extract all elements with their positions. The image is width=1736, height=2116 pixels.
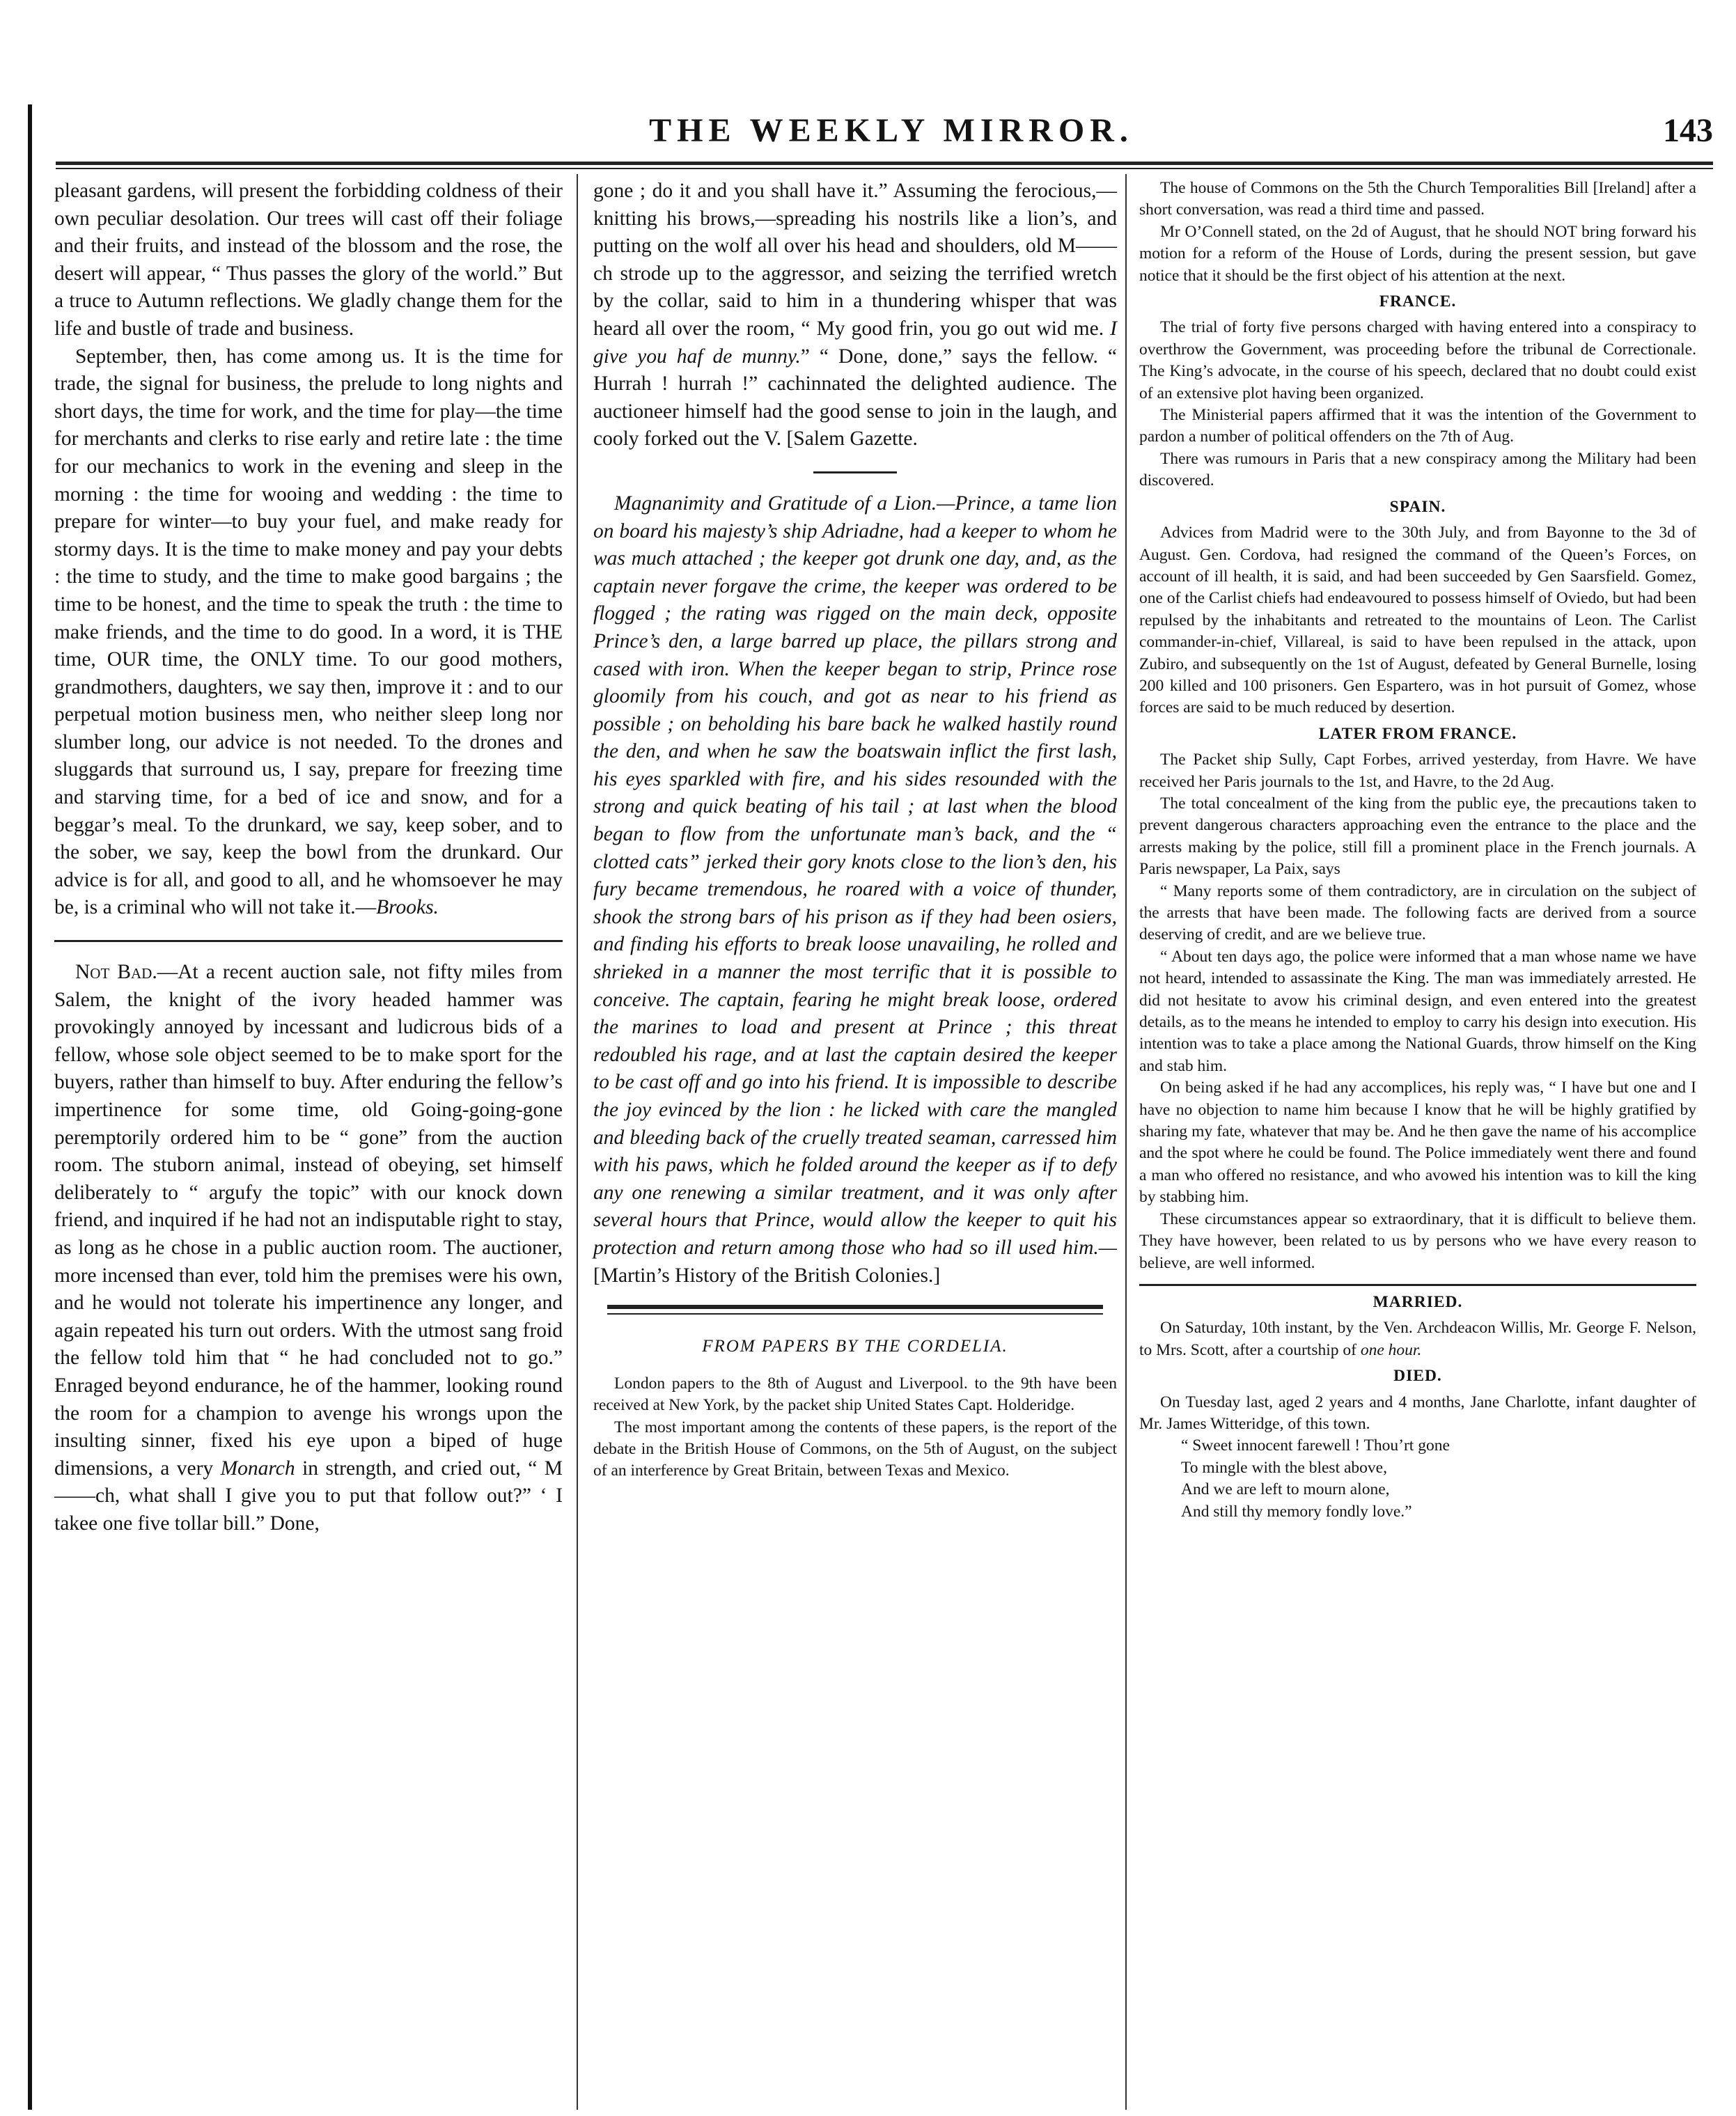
column-3 (1139, 178, 1696, 1523)
article-separator (54, 940, 563, 942)
article-paragraph: These circumstances appear so extraordinary, that it is difficult to believe them. They have however, been related to us by persons who we have every reason to believe, are well informed. (1139, 1209, 1696, 1272)
column-1 (54, 178, 563, 1538)
article-paragraph: On being asked if he had any accomplices, his reply was, “ I have but one and I have no objection to name him because I know that he will be highly gratified by sharing my fate, whatever that may be. And he then gave the name of his accomplice and the spot where he could be found. The Police immediately went there and found a man who offered no resistance, and who avowed his intention was to kill the king by stabbing him. (1139, 1079, 1696, 1207)
article-paragraph: Advices from Madrid were to the 30th July, and from Bayonne to the 3d of August. Gen. Cordova, had resigned the command of the Queen’s Forces, on account of ill health, it is said, and had been succeeded by Gen Saarsfield. Gomez, one of the Carlist chiefs had endeavoured to possess himself of Oviedo, but had been repulsed by the inhabitants and retreated to the mountains of Leon. The Carlist commander-in-chief, Villareal, is said to have been repulsed in the attack, upon Zubiro, and subsequently on the 1st of August, defeated by General Burnelle, losing 200 killed and 100 prisoners. Gen Espartero, was in hot pursuit of Gomez, whose forces are said to be much reduced by desertion. (1139, 524, 1696, 717)
article-paragraph (1139, 1317, 1696, 1361)
header-rule (56, 162, 1713, 165)
header-rule-thin (56, 168, 1713, 169)
article-paragraph: The Ministerial papers affirmed that it was the intention of the Government to pardon a number of political offenders on the 7th of Aug. (1139, 406, 1696, 446)
article-separator (1139, 1284, 1696, 1286)
page-number: 143 (1663, 112, 1713, 149)
verse-line: To mingle with the blest above, (1181, 1458, 1387, 1477)
article-text: ” “ Done, done,” says the fellow. “ Hurrah ! hurrah !” cachinnated the delighted audience. The auctioneer himself had the good sense to join in the laugh, and cooly forked out the V. [Salem Gazette. (593, 345, 1118, 450)
article-paragraph (593, 490, 1117, 1290)
article-source: [Martin’s History of the British Colonies.] (593, 1264, 941, 1287)
verse-line: And still thy memory fondly love.” (1181, 1502, 1412, 1521)
article-text: Magnanimity and Gratitude of a Lion.—Prince, a tame lion on board his majesty’s ship Adriadne, had a keeper to whom he was much attached ; the keeper got drunk one day, and, as the captain never forgave the crime, the keeper was ordered to be flogged ; the rating was rigged on the main deck, opposite Prince’s den, a large barred up place, the pillars strong and cased with iron. When the keeper began to strip, Prince rose gloomily from his couch, and got as near to his friend as possible ; on beholding his bare back he walked hastily round the den, and when he saw the boatswain inflict the first lash, his eyes sparkled with fire, and his sides resounded with the strong and quick beating of his tail ; at last when the blood began to flow from the unfortunate man’s back, and the “ clotted cats” jerked their gory knots close to the lion’s den, his fury became tremendous, he roared with a voice of thunder, shook the strong bars of his prison as if they had been osiers, and finding his efforts to break loose unavailing, he rolled and shrieked in a manner the most terrific that it is possible to conceive. The captain, fearing he might break loose, ordered the marines to load and present at Prince ; this threat redoubled his rage, and at last the captain desired the keeper to be cast off and go into his friend. It is impossible to describe the joy evinced by the lion : he licked with care the mangled and bleeding back of the cruelly treated seaman, carressed him with his paws, which he folded around the keeper as if to defy any one renewing a similar treatment, and it was only after several hours that Prince, would allow the keeper to quit his protection and return among those who had so ill used him.— (593, 492, 1117, 1259)
section-heading: FROM PAPERS BY THE CORDELIA. (702, 1337, 1008, 1356)
article-text: in strength, and cried out, “ M——ch, what shall I give you to put that follow out?” ‘ I takee one five tollar bill.” Done, (54, 1457, 563, 1535)
article-separator (813, 471, 897, 473)
section-heading: DIED. (1393, 1367, 1442, 1386)
page-edge-rule (28, 104, 32, 2110)
article-paragraph: “ About ten days ago, the police were informed that a man whose name we have not heard, intended to assassinate the King. The man was immediately arrested. He did not hesitate to avow his criminal design, and even entered into the greatest details, as to the means he intended to employ to carry his design into execution. His intention was to take a place among the National Guards, throw himself on the King and stab him. (1139, 947, 1696, 1075)
article-paragraph: pleasant gardens, will present the forbidding coldness of their own peculiar desolation. Our trees will cast off their foliage and their fruits, and instead of the blossom and the rose, the desert will appear, “ Thus passes the glory of the world.” But a truce to Autumn reflections. We gladly change them for the life and bustle of trade and business. (54, 180, 563, 340)
verse-line: And we are left to mourn alone, (1181, 1480, 1390, 1499)
section-heading: FRANCE. (1379, 292, 1457, 311)
article-paragraph: On Tuesday last, aged 2 years and 4 months, Jane Charlotte, infant daughter of Mr. James Witteridge, of this town. (1139, 1393, 1696, 1433)
article-text: September, then, has come among us. It is the time for trade, the signal for business, the prelude to long nights and short days, the time for work, and the time for play—the time for merchants and clerks to rise early and retire late : the time for our mechanics to work in the evening and sleep in the morning : the time for wooing and wedding : the time to prepare for winter—to buy your fuel, and make ready for stormy days. It is the time to make money and pay your debts : the time to study, and the time to make good bargains ; the time to be honest, and the time to speak the truth : the time to make friends, and the time to do good. In a word, it is THE time, OUR time, the ONLY time. To our good mothers, grandmothers, daughters, we say then, improve it : and to our perpetual motion business men, who neither sleep long nor slumber long, our advice is not needed. To the drones and sluggards that surround us, I say, prepare for freezing time and starving time, for a bed of ice and snow, and for a beggar’s meal. To the drunkard, we say, keep sober, and to the sober, we say, keep the bowl from the drunkard. Our advice is for all, and good to all, and he whomsoever he may be, is a criminal who will not take it.— (54, 345, 563, 919)
column-2 (593, 178, 1117, 1482)
article-paragraph (54, 343, 563, 922)
article-separator (607, 1305, 1103, 1309)
article-paragraph: “ Many reports some of them contradictory, are in circulation on the subject of the arrests that have been made. The following facts are derived from a source deserving of credit, and are we believe true. (1139, 881, 1696, 944)
verse-line: “ Sweet innocent farewell ! Thou’rt gone (1181, 1436, 1450, 1455)
article-paragraph: The total concealment of the king from the public eye, the precautions taken to prevent dangerous characters approaching even the entrance to the place and the arrests making by the police, still fill a prominent place in the French journals. A Paris newspaper, La Paix, says (1139, 794, 1696, 879)
article-text: On Saturday, 10th instant, by the Ven. Archdeacon Willis, Mr. George F. Nelson, to Mrs. Scott, after a courtship of (1139, 1319, 1696, 1359)
article-paragraph (54, 959, 563, 1537)
column-divider (577, 174, 578, 2110)
article-paragraph: London papers to the 8th of August and Liverpool. to the 9th have been received at New York, by the packet ship United States Capt. Holderidge. (593, 1374, 1117, 1415)
article-paragraph: The trial of forty five persons charged with having entered into a conspiracy to overthrow the Government, was proceeding before the tribunal de Correctionale. The King’s advocate, in the course of his speech, declared that no doubt could exist of an extensive plot having been organized. (1139, 318, 1696, 402)
article-separator (607, 1313, 1103, 1315)
article-paragraph: There was rumours in Paris that a new conspiracy among the Military had been discovered. (1139, 449, 1696, 490)
article-text: —At a recent auction sale, not fifty miles from Salem, the knight of the ivory headed hammer was provokingly annoyed by incessant and ludicrous bids of a fellow, whose sole object seemed to be to make sport for the buyers, rather than himself to buy. After enduring the fellow’s impertinence for some time, old Going-going-gone peremptorily ordered him to be “ gone” from the auction room. The stuborn animal, instead of obeying, set himself deliberately to “ argufy the topic” with our knock down friend, and inquired if he had not an indisputable right to stay, as long as he chose in a public auction room. The auctioner, more incensed than ever, told him the premises were his own, and he would not tolerate his impertinence any longer, and again repeated his turn out orders. With the utmost sang froid the fellow told him that “ he had concluded not to go.” Enraged beyond endurance, he of the hammer, looking round the room for a champion to avenge his wrongs upon the insulting sinner, fixed his eye upon a biped of huge dimensions, a very (54, 961, 563, 1480)
page-header (70, 111, 1713, 153)
article-text: gone ; do it and you shall have it.” Assuming the ferocious,—knitting his brows,—spreading his nostrils like a lion’s, and putting on the wolf all over his head and shoulders, old M——ch strode up to the aggressor, and seizing the terrified wretch by the collar, said to him in a thundering whisper that was heard all over the room, “ My good frin, you go out wid me. (593, 180, 1117, 340)
article-paragraph: The Packet ship Sully, Capt Forbes, arrived yesterday, from Havre. We have received her Paris journals to the 1st, and Havre, to the 2d Aug. (1139, 751, 1696, 791)
article-emphasis: I give you haf de munny. (593, 317, 1117, 368)
section-heading: SPAIN. (1389, 497, 1446, 516)
article-emphasis: Monarch (220, 1457, 295, 1480)
article-emphasis: one hour. (1360, 1340, 1422, 1359)
article-paragraph (593, 178, 1117, 453)
section-heading: MARRIED. (1373, 1292, 1463, 1311)
section-heading: LATER FROM FRANCE. (1318, 724, 1517, 743)
article-paragraph: The house of Commons on the 5th the Church Temporalities Bill [Ireland] after a short conversation, was read a third time and passed. (1139, 179, 1696, 219)
article-signature: Brooks. (376, 896, 439, 919)
column-divider (1125, 174, 1127, 2110)
article-paragraph: The most important among the contents of these papers, is the report of the debate in the British House of Commons, on the 5th of August, on the subject of an interference by Great Britain, between Texas and Mexico. (593, 1418, 1117, 1480)
cordelia-news (593, 1373, 1117, 1482)
running-title: THE WEEKLY MIRROR. (649, 112, 1134, 149)
article-paragraph: Mr O’Connell stated, on the 2d of August, that he should NOT bring forward his motion for a reform of the House of Lords, during the present session, but gave notice that it should be the first object of his attention at the next. (1139, 222, 1696, 285)
article-title: Not Bad. (75, 961, 157, 984)
